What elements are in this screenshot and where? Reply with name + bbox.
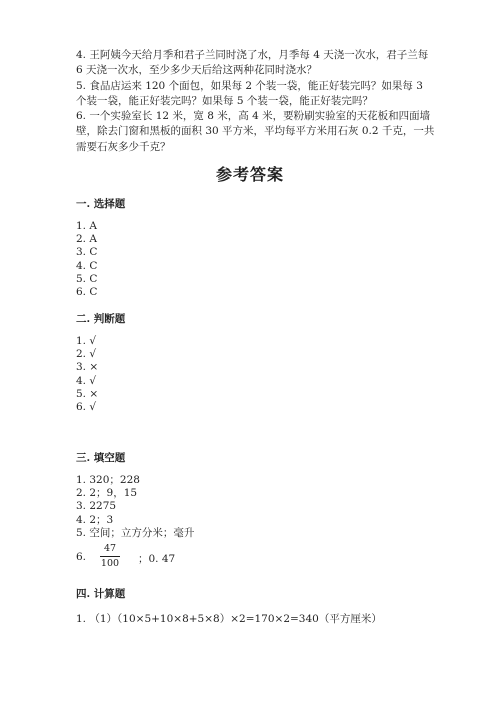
list-item: 2. √ [76, 348, 97, 361]
list-item: 3. C [76, 246, 98, 259]
list-item: 2. 2；9，15 [76, 487, 138, 500]
section-heading-judge: 二. 判断题 [76, 313, 126, 325]
section-heading-calc: 四. 计算题 [76, 588, 126, 600]
list-item: 2. A [76, 233, 97, 246]
problem-6: 6. 一个实验室长 12 米，宽 8 米，高 4 米，要粉刷实验室的天花板和四面墙壁，除去门窗和黑板的面积 30 平方米，平均每平方米用石灰 0.2 千克，一共需要石灰多少千克？ [76, 110, 435, 153]
problem-4: 4. 王阿姨今天给月季和君子兰同时浇了水，月季每 4 天浇一次水，君子兰每 6 天浇一次水，至少多少天后给这两种花同时浇水？ [76, 49, 429, 77]
problem-5: 5. 食品店运来 120 个面包，如果每 2 个装一袋，能正好装完吗？如果每 3 个装一袋，能正好装完吗？如果每 5 个装一袋，能正好装完吗？ [76, 79, 423, 107]
fraction-denominator: 100 [100, 558, 120, 569]
fill-answer-list [76, 474, 194, 540]
list-item: 6. √ [76, 401, 97, 414]
list-item: 1. √ [76, 335, 97, 347]
list-item: 5. C [76, 272, 98, 285]
section-heading-fill: 三. 填空题 [76, 452, 126, 464]
list-item: 1. 320；228 [76, 474, 140, 486]
fraction [100, 543, 120, 570]
list-item: 6. C [76, 286, 98, 299]
list-item: 3. × [76, 361, 99, 374]
item-number: 6. [76, 551, 87, 563]
fill-answer-6 [76, 543, 276, 573]
calc-answer-1: 1. （1）（10×5+10×8+5×8）×2=170×2=340（平方厘米） [76, 613, 382, 625]
list-item: 4. C [76, 259, 98, 272]
fraction-numerator: 47 [103, 543, 117, 554]
list-item: 4. 2；3 [76, 513, 114, 526]
section-heading-choice: 一. 选择题 [76, 198, 126, 210]
fraction-bar [100, 556, 120, 557]
list-item: 5. 空间；立方分米；毫升 [76, 526, 195, 539]
list-item: 4. √ [76, 374, 97, 387]
choice-answer-list [76, 220, 97, 299]
list-item: 5. × [76, 387, 99, 400]
list-item: 1. A [76, 220, 97, 232]
word-problems [76, 48, 436, 155]
decimal-answer: ；0. 47 [138, 553, 176, 565]
judge-answer-list [76, 335, 98, 414]
answer-key-title: 参考答案 [215, 165, 284, 184]
list-item: 3. 2275 [76, 500, 117, 513]
